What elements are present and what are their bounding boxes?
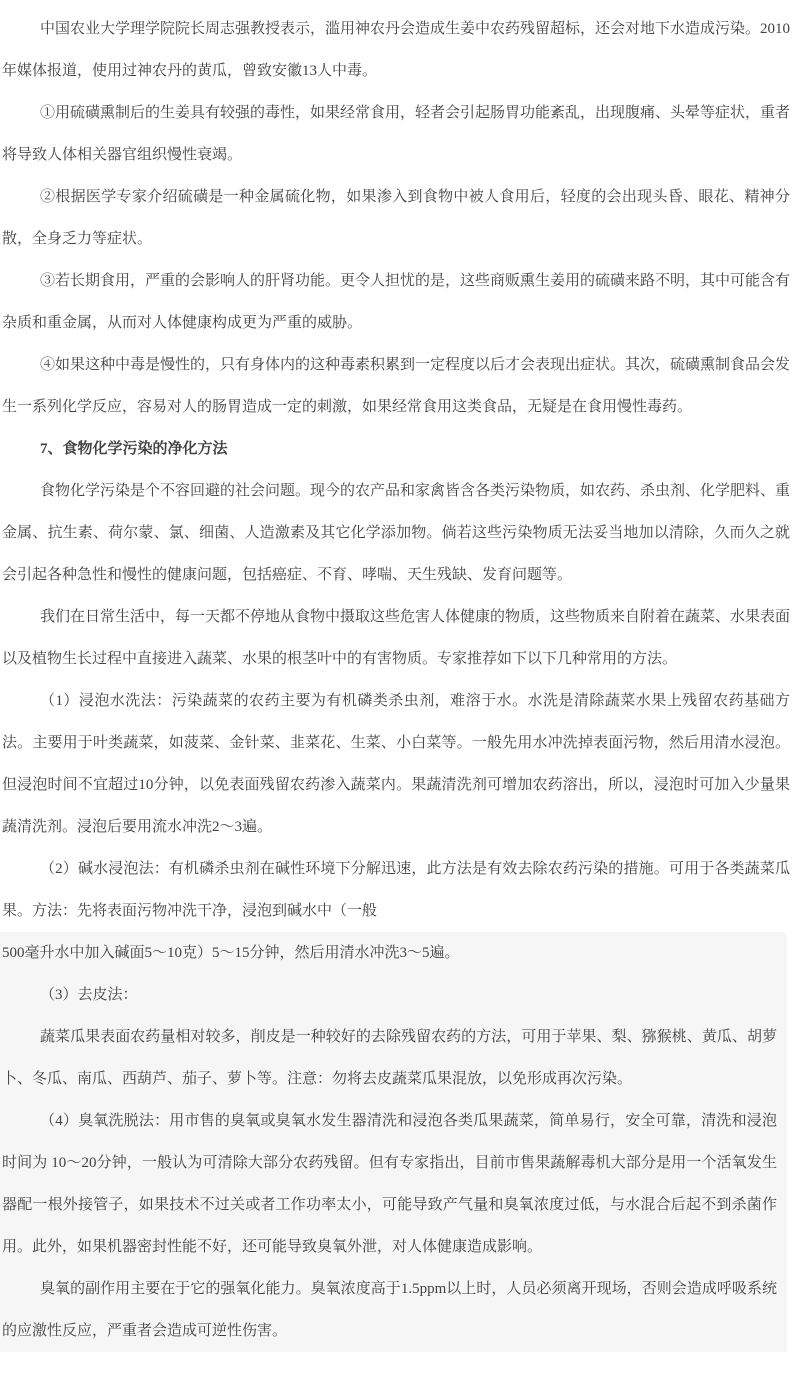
paragraph-shennongdan-intro: 中国农业大学理学院院长周志强教授表示，滥用神农丹会造成生姜中农药残留超标，还会对地下水造成污染。2010年媒体报道，使用过神农丹的黄瓜，曾致安徽13人中毒。 [2, 21, 791, 79]
paragraph-method-3-peeling-detail: 蔬菜瓜果表面农药量相对较多，削皮是一种较好的去除残留农药的方法，可用于苹果、梨、猕猴桃、黄瓜、胡萝卜、冬瓜、南瓜、西葫芦、茄子、萝卜等。注意：勿将去皮蔬菜瓜果混放，以免形成再次污染。 [2, 1029, 777, 1087]
paragraph-daily-intake-harmful-substances: 我们在日常生活中，每一天都不停地从食物中摄取这些危害人体健康的物质，这些物质来自附着在蔬菜、水果表面以及植物生长过程中直接进入蔬菜、水果的根茎叶中的有害物质。专家推荐如下以下几种常用的方法。 [2, 609, 791, 667]
paragraph-longterm-liver-kidney: ③若长期食用，严重的会影响人的肝肾功能。更令人担忧的是，这些商贩熏生姜用的硫磺来路不明，其中可能含有杂质和重金属，从而对人体健康构成更为严重的威胁。 [2, 273, 791, 331]
paragraph-method-2-alkali-soak-part2: 500毫升水中加入碱面5～10克）5～15分钟，然后用清水冲洗3～5遍。 [2, 945, 460, 961]
paragraph-method-2-alkali-soak-part1: （2）碱水浸泡法：有机磷杀虫剂在碱性环境下分解迅速，此方法是有效去除农药污染的措施。可用于各类蔬菜瓜果。方法：先将表面污物冲洗干净，浸泡到碱水中（一般 [2, 861, 790, 919]
paragraph-sulfur-metal-sulfide: ②根据医学专家介绍硫磺是一种金属硫化物，如果渗入到食物中被人食用后，轻度的会出现头昏、眼花、精神分散，全身乏力等症状。 [2, 189, 790, 247]
paragraph-method-1-soak-wash: （1）浸泡水洗法：污染蔬菜的农药主要为有机磷类杀虫剂，难溶于水。水洗是清除蔬菜水果上残留农药基础方法。主要用于叶类蔬菜，如菠菜、金针菜、韭菜花、生菜、小白菜等。一般先用水冲洗掉表面污物，然后用清水浸泡。但浸泡时间不宜超过10分钟，以免表面残留农药渗入蔬菜内。果蔬清洗剂可增加农药溶出，所以，浸泡时可加入少量果蔬清洗剂。浸泡后要用流水冲洗2～3遍。 [2, 693, 790, 835]
paragraph-chemical-pollution-overview: 食物化学污染是个不容回避的社会问题。现今的农产品和家禽皆含各类污染物质，如农药、杀虫剂、化学肥料、重金属、抗生素、荷尔蒙、氯、细菌、人造激素及其它化学添加物。倘若这些污染物质无法妥当地加以清除，久而久之就会引起各种急性和慢性的健康问题，包括癌症、不育、哮喘、天生残缺、发育问题等。 [2, 483, 791, 583]
section-heading-purification-methods: 7、食物化学污染的净化方法 [40, 441, 228, 457]
paragraph-chronic-poisoning: ④如果这种中毒是慢性的，只有身体内的这种毒素积累到一定程度以后才会表现出症状。其次，硫磺熏制食品会发生一系列化学反应，容易对人的肠胃造成一定的刺激，如果经常食用这类食品，无疑是在食用慢性毒药。 [2, 357, 791, 415]
paragraph-sulfur-ginger-toxicity: ①用硫磺熏制后的生姜具有较强的毒性，如果经常食用，轻者会引起肠胃功能紊乱，出现腹痛、头晕等症状，重者将导致人体相关器官组织慢性衰竭。 [2, 105, 791, 163]
paragraph-ozone-side-effects: 臭氧的副作用主要在于它的强氧化能力。臭氧浓度高于1.5ppm以上时，人员必须离开现场，否则会造成呼吸系统的应激性反应，严重者会造成可逆性伤害。 [2, 1281, 777, 1339]
article-section-shaded [0, 932, 787, 1352]
paragraph-method-3-peeling-title: （3）去皮法： [40, 987, 138, 1003]
paragraph-method-4-ozone-wash: （4）臭氧洗脱法：用市售的臭氧或臭氧水发生器清洗和浸泡各类瓜果蔬菜，简单易行，安全可靠，清洗和浸泡时间为 10～20分钟，一般认为可清除大部分农药残留。但有专家指出，目前市售果蔬解毒机大部分是用一个活氧发生器配一根外接管子，如果技术不过关或者工作功率太小，可能导致产气量和臭氧浓度过低，与水混合后起不到杀菌作用。此外，如果机器密封性能不好，还可能导致臭氧外泄，对人体健康造成影响。 [2, 1113, 777, 1255]
